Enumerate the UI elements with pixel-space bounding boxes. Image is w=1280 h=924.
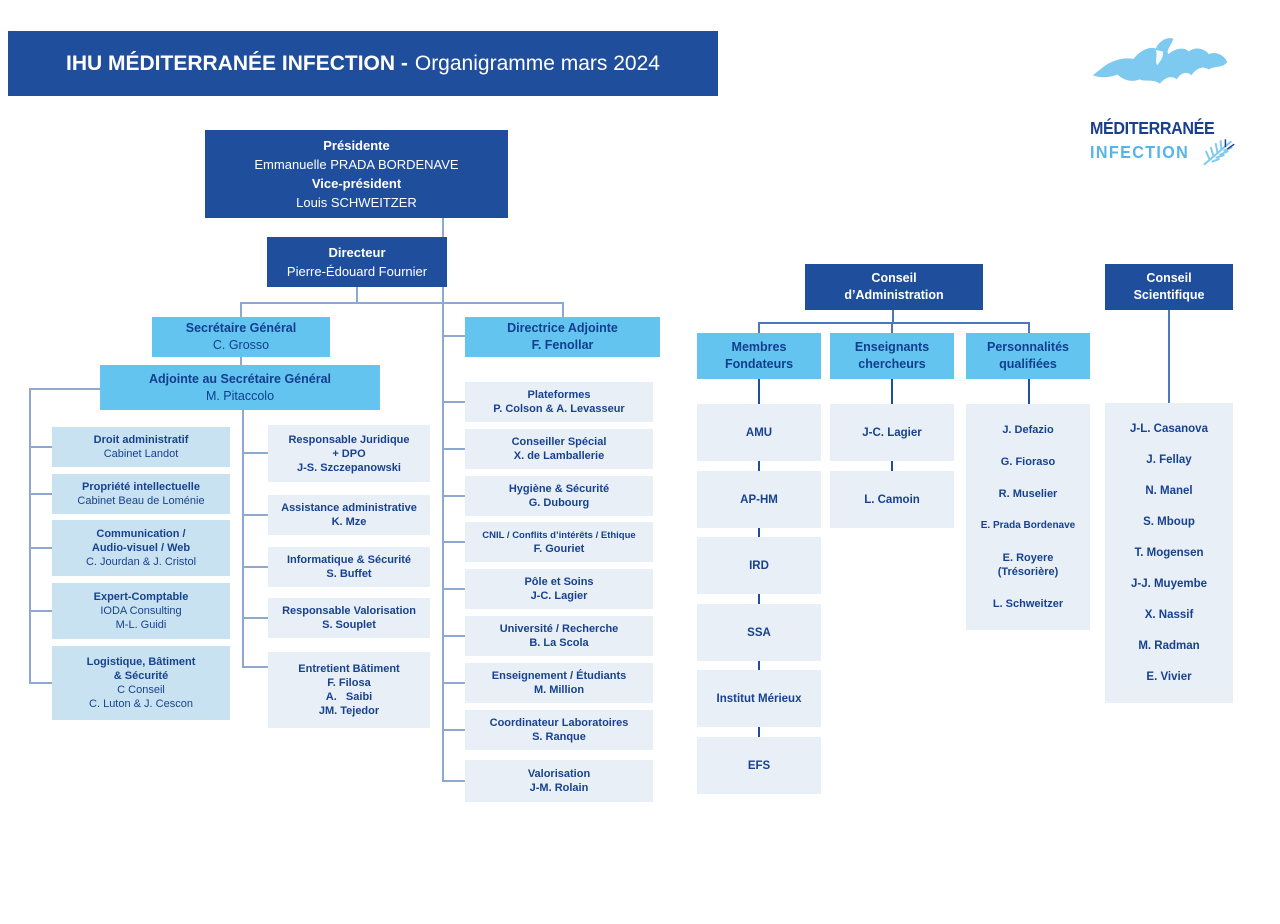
function-title: Coordinateur Laboratoires <box>489 717 629 729</box>
presidency-role-2: Vice-président <box>311 176 402 191</box>
member-t-mogensen: T. Mogensen <box>1134 546 1204 559</box>
node-entretient-batiment <box>268 652 430 728</box>
member-amu: AMU <box>697 404 821 461</box>
advisor-name: Cabinet Landot <box>103 448 179 460</box>
member-n-manel: N. Manel <box>1145 484 1193 497</box>
member-jl-casanova: J-L. Casanova <box>1130 422 1208 435</box>
advisor-title: Droit administratif <box>93 434 189 446</box>
member-efs: EFS <box>697 737 821 794</box>
advisor-name: IODA Consulting <box>100 605 182 617</box>
node-coordinateur-laboratoires <box>465 710 653 750</box>
connector <box>442 541 465 543</box>
member-e-prada-bordenave: E. Prada Bordenave <box>980 520 1076 531</box>
service-name: S. Buffet <box>326 568 372 580</box>
connector <box>758 727 760 737</box>
service-name: S. Souplet <box>322 619 376 631</box>
connector <box>758 322 1030 324</box>
node-informatique-securite <box>268 547 430 587</box>
node-scientifique-list <box>1105 403 1233 703</box>
node-conseiller-special <box>465 429 653 469</box>
function-name: J-C. Lagier <box>530 590 588 602</box>
connector <box>442 448 465 450</box>
presidency-role-1: Présidente <box>323 138 390 153</box>
member-x-nassif: X. Nassif <box>1144 609 1194 622</box>
member-l-schweitzer: L. Schweitzer <box>992 598 1064 610</box>
group-title: Fondateurs <box>724 357 794 371</box>
connector <box>240 302 242 317</box>
function-title: Hygiène & Sécurité <box>508 483 610 495</box>
connector <box>1168 310 1170 403</box>
connector <box>442 729 465 731</box>
node-conseil-administration <box>805 264 983 310</box>
node-deputy-secretary-general <box>100 365 380 410</box>
member-aphm: AP-HM <box>697 471 821 528</box>
connector <box>29 682 52 684</box>
advisor-name: C. Luton & J. Cescon <box>89 698 193 710</box>
connector <box>442 495 465 497</box>
node-cnil-ethique <box>465 522 653 562</box>
group-title: Personnalités <box>987 340 1069 354</box>
service-name: J-S. Szczepanowski <box>297 461 401 474</box>
secretary-general-name: C. Grosso <box>212 338 270 352</box>
council-title: Scientifique <box>1133 288 1205 302</box>
node-logistique-batiment <box>52 646 230 720</box>
deputy-secretary-name: M. Pitaccolo <box>205 388 275 403</box>
deputy-secretary-role: Adjointe au Secrétaire Général <box>148 371 331 386</box>
function-title: Valorisation <box>527 768 591 780</box>
council-title: Conseil <box>1146 271 1192 285</box>
function-title: Conseiller Spécial <box>511 436 607 448</box>
connector <box>1028 379 1030 404</box>
connector <box>442 335 465 337</box>
advisor-name: C. Jourdan & J. Cristol <box>85 556 197 568</box>
service-name: K. Mze <box>331 516 367 528</box>
council-title: Conseil <box>871 271 917 285</box>
secretary-general-role: Secrétaire Général <box>185 321 297 335</box>
node-responsable-valorisation <box>268 598 430 638</box>
advisor-name: M-L. Guidi <box>115 619 167 631</box>
presidency-name-1: Emmanuelle PRADA BORDENAVE <box>254 157 459 172</box>
service-name: A. Saibi <box>325 691 373 703</box>
node-assistance-administrative <box>268 495 430 535</box>
connector <box>242 566 268 568</box>
group-title: chercheurs <box>858 357 926 371</box>
node-communication <box>52 520 230 576</box>
member-j-defazio: J. Defazio <box>1002 424 1054 436</box>
mediterranean-map-icon <box>1090 28 1230 114</box>
connector <box>891 379 893 404</box>
deputy-director-name: F. Fenollar <box>531 338 594 352</box>
member-e-royere-role: (Trésorière) <box>997 566 1059 578</box>
function-title: Pôle et Soins <box>524 576 594 588</box>
node-director <box>267 237 447 287</box>
connector <box>891 461 893 471</box>
connector <box>240 302 564 304</box>
function-name: J-M. Rolain <box>529 782 589 794</box>
page-title-bold: IHU MÉDITERRANÉE INFECTION - <box>66 51 408 75</box>
deputy-director-role: Directrice Adjointe <box>507 321 618 335</box>
advisor-title: Propriété intellectuelle <box>82 481 200 493</box>
function-title: Université / Recherche <box>499 623 619 635</box>
function-name: B. La Scola <box>529 637 589 649</box>
group-title: qualifiées <box>999 357 1057 371</box>
function-title: Enseignement / Étudiants <box>491 670 627 682</box>
node-pole-et-soins <box>465 569 653 609</box>
council-title: d’Administration <box>844 288 944 302</box>
member-e-royere-name: E. Royere <box>1002 552 1054 564</box>
node-valorisation <box>465 760 653 802</box>
service-title: Entretient Bâtiment <box>298 663 400 675</box>
advisor-name: C Conseil <box>117 684 165 696</box>
connector <box>29 388 100 390</box>
function-name: G. Dubourg <box>528 497 590 509</box>
node-universite-recherche <box>465 616 653 656</box>
service-name: F. Filosa <box>327 677 371 689</box>
node-conseil-scientifique <box>1105 264 1233 310</box>
service-title: + DPO <box>332 447 366 460</box>
function-name: X. de Lamballerie <box>513 450 605 462</box>
connector <box>240 357 242 365</box>
logo-word-mediterranee: MÉDITERRANÉE <box>1090 118 1215 138</box>
advisor-title: Logistique, Bâtiment <box>86 656 196 668</box>
connector <box>442 635 465 637</box>
page-title-rest: Organigramme mars 2024 <box>414 51 660 75</box>
function-name: M. Million <box>533 684 585 696</box>
service-title: Responsable Juridique <box>288 433 410 446</box>
member-institut-merieux: Institut Mérieux <box>697 670 821 727</box>
connector <box>758 661 760 670</box>
service-title: Assistance administrative <box>281 502 417 514</box>
connector <box>891 322 893 333</box>
node-plateformes <box>465 382 653 422</box>
connector <box>29 493 52 495</box>
connector <box>29 446 52 448</box>
connector <box>242 514 268 516</box>
node-enseignement-etudiants <box>465 663 653 703</box>
member-r-muselier: R. Muselier <box>998 488 1058 500</box>
member-ird: IRD <box>697 537 821 594</box>
member-g-fioraso: G. Fioraso <box>1000 456 1056 468</box>
group-title: Membres <box>731 340 787 354</box>
node-propriete-intellectuelle <box>52 474 230 514</box>
mediterranee-infection-logo <box>1090 28 1235 167</box>
connector <box>29 547 52 549</box>
member-s-mboup: S. Mboup <box>1143 515 1195 528</box>
connector <box>442 588 465 590</box>
connector <box>1028 322 1030 333</box>
member-e-vivier: E. Vivier <box>1146 671 1192 684</box>
node-droit-administratif <box>52 427 230 467</box>
director-role: Directeur <box>328 245 386 260</box>
connector <box>242 452 268 454</box>
director-name: Pierre-Édouard Fournier <box>286 264 428 279</box>
presidency-name-2: Louis SCHWEITZER <box>296 195 417 210</box>
connector <box>29 610 52 612</box>
node-personnalites-qualifiees <box>966 333 1090 379</box>
node-membres-fondateurs <box>697 333 821 379</box>
node-secretary-general <box>152 317 330 357</box>
connector <box>758 379 760 404</box>
service-name: JM. Tejedor <box>318 705 380 717</box>
connector <box>442 401 465 403</box>
page-title-banner <box>8 31 718 96</box>
connector <box>758 528 760 537</box>
member-m-radman: M. Radman <box>1138 640 1200 653</box>
advisor-title: Expert-Comptable <box>93 591 189 603</box>
node-presidency <box>205 130 508 218</box>
connector <box>758 322 760 333</box>
connector <box>442 780 465 782</box>
member-ssa: SSA <box>697 604 821 661</box>
group-title: Enseignants <box>854 340 930 354</box>
member-e-royere <box>998 551 1059 579</box>
service-title: Informatique & Sécurité <box>286 554 412 566</box>
function-name: P. Colson & A. Levasseur <box>493 403 625 415</box>
connector <box>442 682 465 684</box>
connector <box>242 666 268 668</box>
node-personnalites-list <box>966 404 1090 630</box>
connector <box>758 594 760 604</box>
service-title: Responsable Valorisation <box>282 605 416 617</box>
connector <box>29 388 31 684</box>
connector <box>242 410 244 668</box>
connector <box>242 617 268 619</box>
logo-word-infection: INFECTION <box>1090 142 1190 162</box>
connector <box>562 302 564 317</box>
node-hygiene-securite <box>465 476 653 516</box>
member-l-camoin: L. Camoin <box>830 471 954 528</box>
node-responsable-juridique <box>268 425 430 482</box>
node-expert-comptable <box>52 583 230 639</box>
connector <box>356 287 358 303</box>
member-jj-muyembe: J-J. Muyembe <box>1130 578 1208 591</box>
advisor-title: Audio-visuel / Web <box>91 542 191 554</box>
connector <box>758 461 760 471</box>
node-deputy-director <box>465 317 660 357</box>
function-name: F. Gouriet <box>533 542 585 555</box>
member-j-fellay: J. Fellay <box>1146 453 1192 466</box>
palm-leaf-icon <box>1200 137 1235 167</box>
member-jc-lagier: J-C. Lagier <box>830 404 954 461</box>
node-enseignants-chercheurs <box>830 333 954 379</box>
function-title: CNIL / Conflits d’intérêts / Ethique <box>482 529 636 541</box>
connector <box>892 310 894 322</box>
advisor-name: Cabinet Beau de Loménie <box>77 495 205 507</box>
function-title: Plateformes <box>527 389 591 401</box>
advisor-title: & Sécurité <box>113 670 169 682</box>
advisor-title: Communication / <box>96 528 186 540</box>
function-name: S. Ranque <box>532 731 586 743</box>
